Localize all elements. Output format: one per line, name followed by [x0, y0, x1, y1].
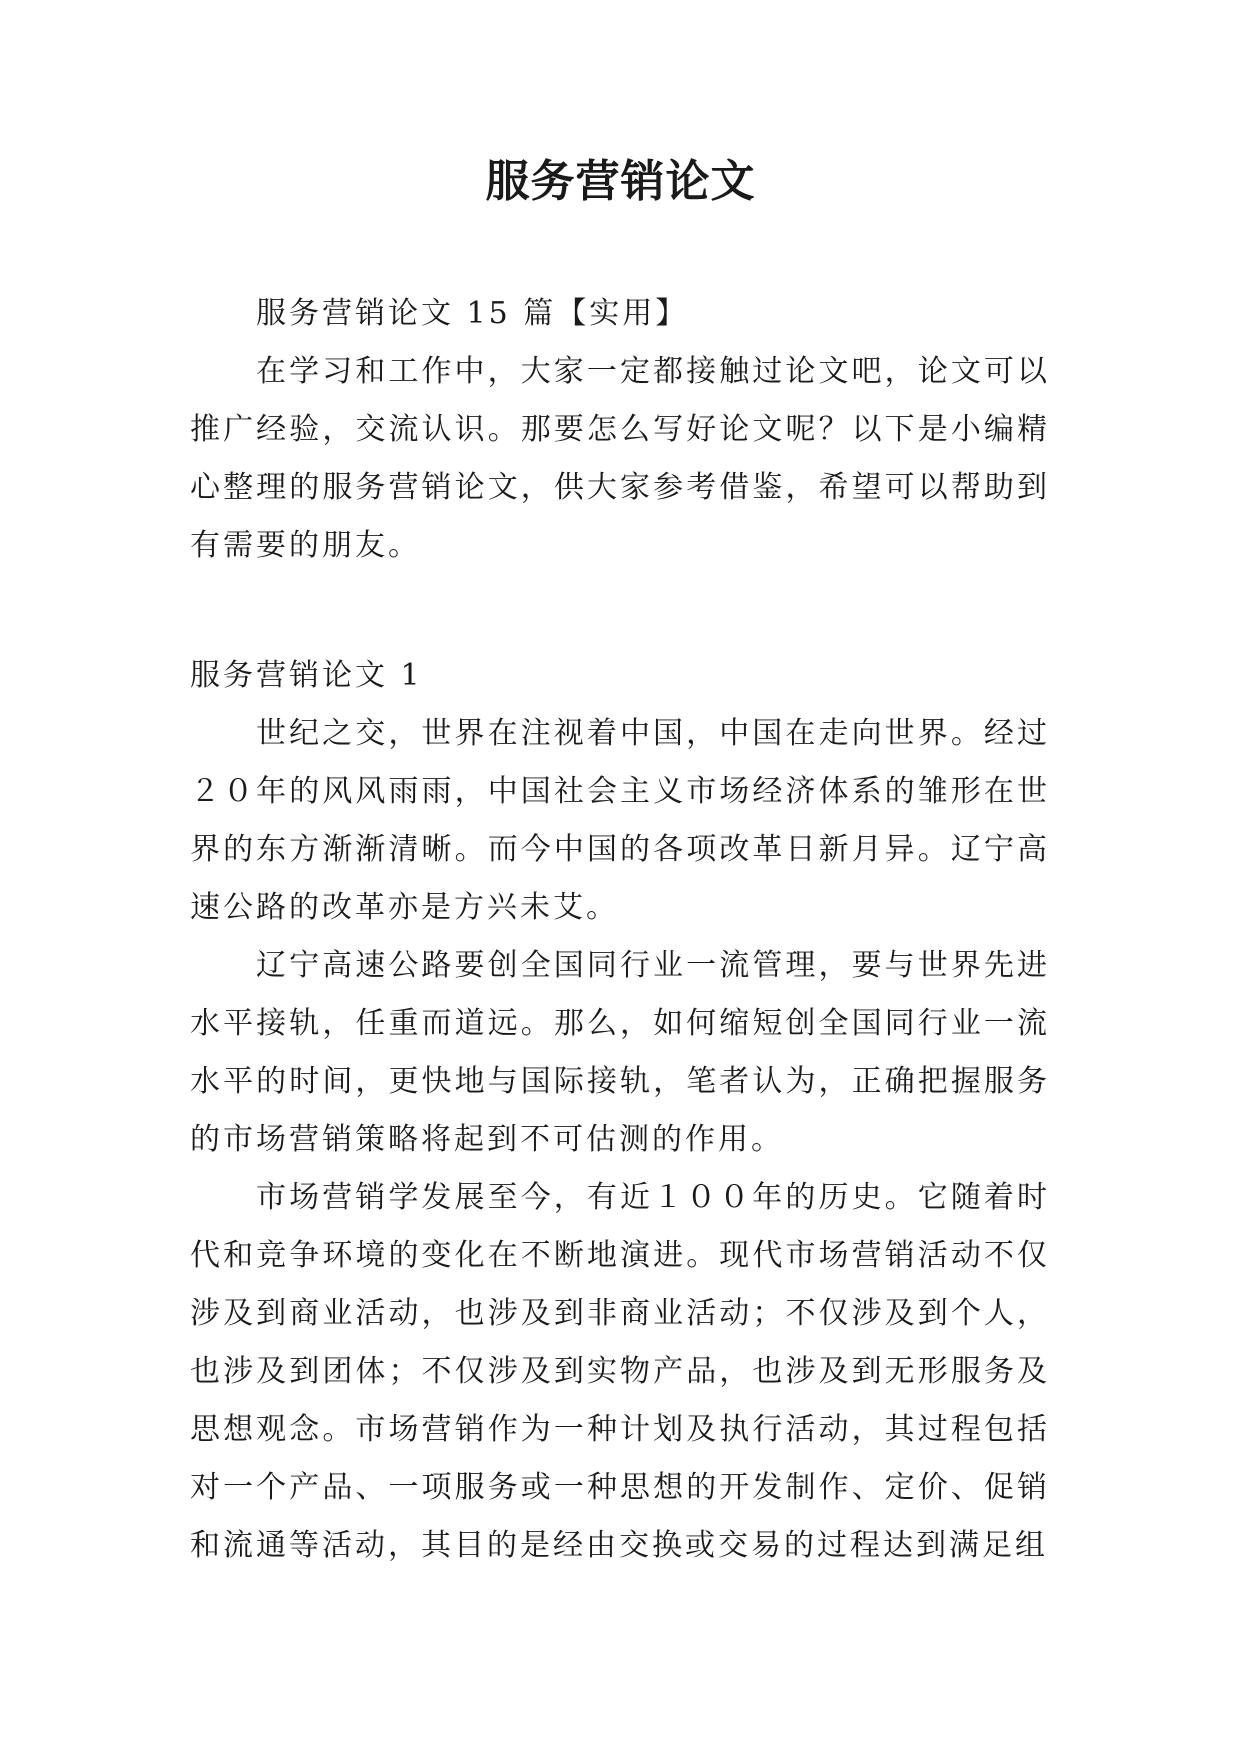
body-paragraph: 辽宁高速公路要创全国同行业一流管理，要与世界先进水平接轨，任重而道远。那么，如何缩短创全国同行业一流水平的时间，更快地与国际接轨，笔者认为，正确把握服务的市场营销策略将起到不可估测的作用。	[190, 948, 1050, 1157]
intro-paragraph: 在学习和工作中，大家一定都接触过论文吧，论文可以推广经验，交流认识。那要怎么写好论文呢？以下是小编精心整理的服务营销论文，供大家参考借鉴，希望可以帮助到有需要的朋友。	[190, 354, 1050, 563]
section-spacer	[190, 575, 1050, 647]
body-paragraph: 世纪之交，世界在注视着中国，中国在走向世界。经过２０年的风风雨雨，中国社会主义市场经济体系的雏形在世界的东方渐渐清晰。而今中国的各项改革日新月异。辽宁高速公路的改革亦是方兴未艾。	[190, 716, 1050, 925]
section-heading: 服务营销论文 1	[190, 658, 423, 693]
document-title: 服务营销论文	[485, 156, 756, 207]
body-paragraph: 市场营销学发展至今，有近１００年的历史。它随着时代和竞争环境的变化在不断地演进。现代市场营销活动不仅涉及到商业活动，也涉及到非商业活动；不仅涉及到个人，也涉及到团体；不仅涉及到实物产品，也涉及到无形服务及思想观念。市场营销作为一种计划及执行活动，其过程包括对一个产品、一项服务或一种思想的开发制作、定价、促销和流通等活动，其目的是经由交换或交易的过程达到满足组	[190, 1180, 1050, 1563]
intro-heading: 服务营销论文 15 篇【实用】	[256, 296, 689, 331]
document-body	[190, 285, 1050, 1575]
